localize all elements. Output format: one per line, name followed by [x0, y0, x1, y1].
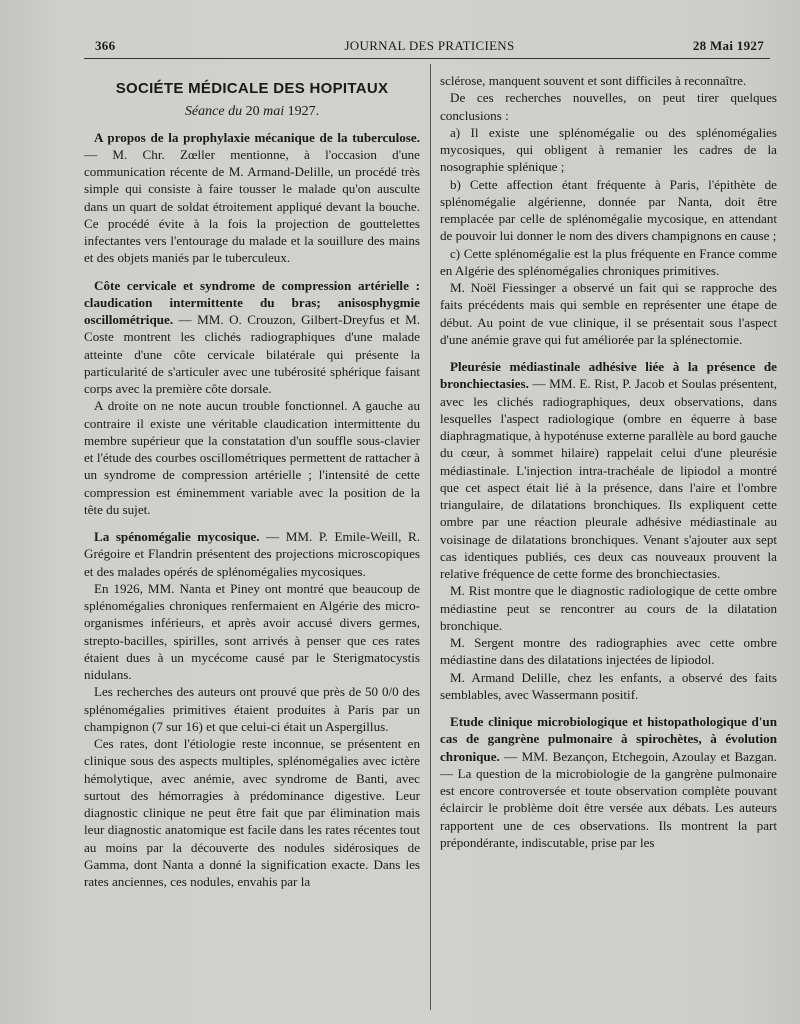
article-paragraph-continued: sclérose, manquent souvent et sont difficiles à reconnaître.: [440, 73, 747, 88]
seance-month: mai: [259, 104, 288, 120]
journal-title: JOURNAL DES PRATICIENS: [344, 38, 515, 53]
article-splenomegalie: [84, 528, 420, 890]
article-cote-cervicale: [84, 277, 420, 519]
article-heading: La spénomégalie mycosique.: [94, 529, 260, 544]
society-title: SOCIÉTE MÉDICALE DES HOPITAUX: [115, 80, 389, 97]
page-number: 366: [95, 38, 116, 53]
article-paragraph: [84, 277, 420, 398]
article-paragraph: M. Armand Delille, chez les enfants, a observé des faits semblables, avec Wassermann positif.: [440, 669, 777, 702]
article-text: — MM. P. Emile-Weill, R. Grégoire et Flandrin présentent des projections microscopiques et des malades opérés de splénomégalies mycosiques.: [84, 529, 420, 579]
article-paragraph: [440, 713, 777, 851]
seance-prefix: Séance du: [184, 104, 246, 120]
article-heading: A propos de la prophylaxie mécanique de la tuberculose.: [94, 129, 420, 145]
right-column: [440, 72, 777, 851]
article-text: — MM. E. Rist, P. Jacob et Soulas présentent, avec les clichés radiographiques, deux observations, dans lesquelles l'aspect radiologique (ombre en équerre à base diaphragmatique, à hypoténuse externe parallèle au bord gauche du cœur, à sommet hilaire) rappelait celui d'une pleurésie médiastinale. L'injection intra-trachéale de lipiodol a montré que cet aspect était lié à la présence, dans l'aire et l'ombre triangulaire, de dilatations bronchiques. Ils expliquent cette ombre par une réaction pleurale adhésive médiastinale au voisinage de dilatations bronchiques. Venant s'ajouter aux sept cas identiques publiés, ces deux cas nouveaux prouvent la relative fréquence de cette forme des bronchiectasies.: [440, 376, 777, 581]
article-heading: Etude clinique microbiologique et histopathologique d'un cas de gangrène pulmonaire à spirochètes, à évolution chronique.: [440, 714, 777, 764]
article-paragraph: [84, 129, 420, 267]
article-paragraph: a) Il existe une splénomégalie ou des splénomégalies mycosiques, qui obligent à remanier les cadres de la nosographie splénique ;: [440, 124, 777, 175]
article-paragraph: Les recherches des auteurs ont prouvé que près de 50 0/0 des splénomégalies primitives étaient produites à Paris par un champignon (7 sur 16) et que celui-ci était un Aspergillus.: [84, 684, 420, 734]
article-text: — MM. O. Crouzon, Gilbert-Dreyfus et M. Coste montrent les clichés radiographiques d'une malade atteinte d'une côte cervicale bilatérale qui présente la particularité de s'articuler avec une tubérosité sphérique faisant corps avec la première côte dorsale.: [84, 312, 420, 396]
article-prophylaxie: [84, 129, 420, 267]
seance-line: [84, 103, 420, 120]
article-paragraph: Ces rates, dont l'étiologie reste inconnue, se présentent en clinique sous des aspects multiples, splénomégalies avec ictère hémolytique, avec anémie, avec syndrome de Banti, avec surtout des hémorragies à prédominance digestive. Leur diagnostic clinique ne peut être fait que par élimination mais leur diagnostic anatomique est facile dans les rates récentes tout au moins par la découverte des nodules sidérosiques de Gamma, dont Nanta a donné la signification exacte. Dans les rates anciennes, ces nodules, envahis par la: [84, 736, 420, 889]
article-paragraph: b) Cette affection étant fréquente à Paris, l'épithète de splénomégalie algérienne, donnée par Nanta, doit être remplacée par celle de splénomégalie mycosique, en attendant de pouvoir lui donner le nom des divers champignons en cause ;: [440, 176, 777, 244]
article-paragraph: M. Noël Fiessinger a observé un fait qui se rapproche des faits précédents mais qui semble en représenter une étape de début. Au point de vue clinique, il se présentait sous l'aspect d'une anémie grave qui fut améliorée par la splénectomie.: [440, 280, 777, 347]
article-paragraph: c) Cette splénomégalie est la plus fréquente en France comme en Algérie des splénomégalies chroniques primitives.: [440, 245, 777, 278]
article-paragraph: M. Sergent montre des radiographies avec cette ombre médiastine dans des dilatations injectées de lipiodol.: [440, 635, 777, 668]
column-divider: [430, 64, 431, 1010]
article-paragraph: [440, 358, 777, 582]
seance-day: 20: [245, 104, 260, 120]
article-pleuresie: [440, 358, 777, 703]
article-paragraph: De ces recherches nouvelles, on peut tirer quelques conclusions :: [440, 90, 777, 123]
article-paragraph: En 1926, MM. Nanta et Piney ont montré que beaucoup de splénomégalies chroniques renfermaient en Algérie des micro-organismes inférieurs, et après avoir accusé divers germes, strepto-bacilles, spirilles, sont arrivés à penser que ces rates étaient dues à un mycécome causé par le Sterigmatocystis nidulans.: [84, 580, 420, 682]
article-paragraph: M. Rist montre que le diagnostic radiologique de cette ombre médiastine peut se rencontrer au cours de la dilatation bronchique.: [440, 583, 777, 633]
left-column: [84, 70, 420, 890]
issue-date: 28 Mai 1927: [692, 38, 764, 53]
article-heading: Côte cervicale et syndrome de compression artérielle : claudication intermittente du bras; anisosphygmie oscillométrique.: [84, 277, 420, 327]
article-text: — M. Chr. Zœller mentionne, à l'occasion d'une communication récente de M. Armand-Delille, un procédé très simple qui consiste à faire tousser le malade qu'on ausculte dans un quart de soldat étroitement appliqué devant la bouche. Ce procédé évite à la fois la projection de gouttelettes infectantes vers l'entourage du malade et la souillure des mains et des objets maniés par le tuberculeux.: [84, 146, 420, 266]
header-rule: [84, 58, 770, 59]
running-header: [95, 38, 764, 56]
seance-year: 1927.: [287, 104, 320, 120]
article-text: — MM. Bezançon, Etchegoin, Azoulay et Bazgan. — La question de la microbiologie de la gangrène pulmonaire est encore controversée et toute observation complète pouvant éclaircir le problème doit être versée aux débats. Les auteurs rapportent une de ces observations. Ils montrent la part prépondérante, indiscutable, prise par les: [440, 748, 777, 850]
article-paragraph: [84, 528, 420, 580]
article-paragraph: A droite on ne note aucun trouble fonctionnel. A gauche au contraire il existe une véritable claudication intermittente du membre supérieur que la constatation d'un souffle sous-clavier et l'étude des courbes oscillométriques permettent de rattacher à un syndrome de compression artérielle ; l'intensité de cette compression est éminemment variable avec la position de la tête du sujet.: [84, 398, 420, 517]
article-gangrene: [440, 713, 777, 851]
article-heading: Pleurésie médiastinale adhésive liée à la présence de bronchiectasies.: [440, 359, 777, 392]
